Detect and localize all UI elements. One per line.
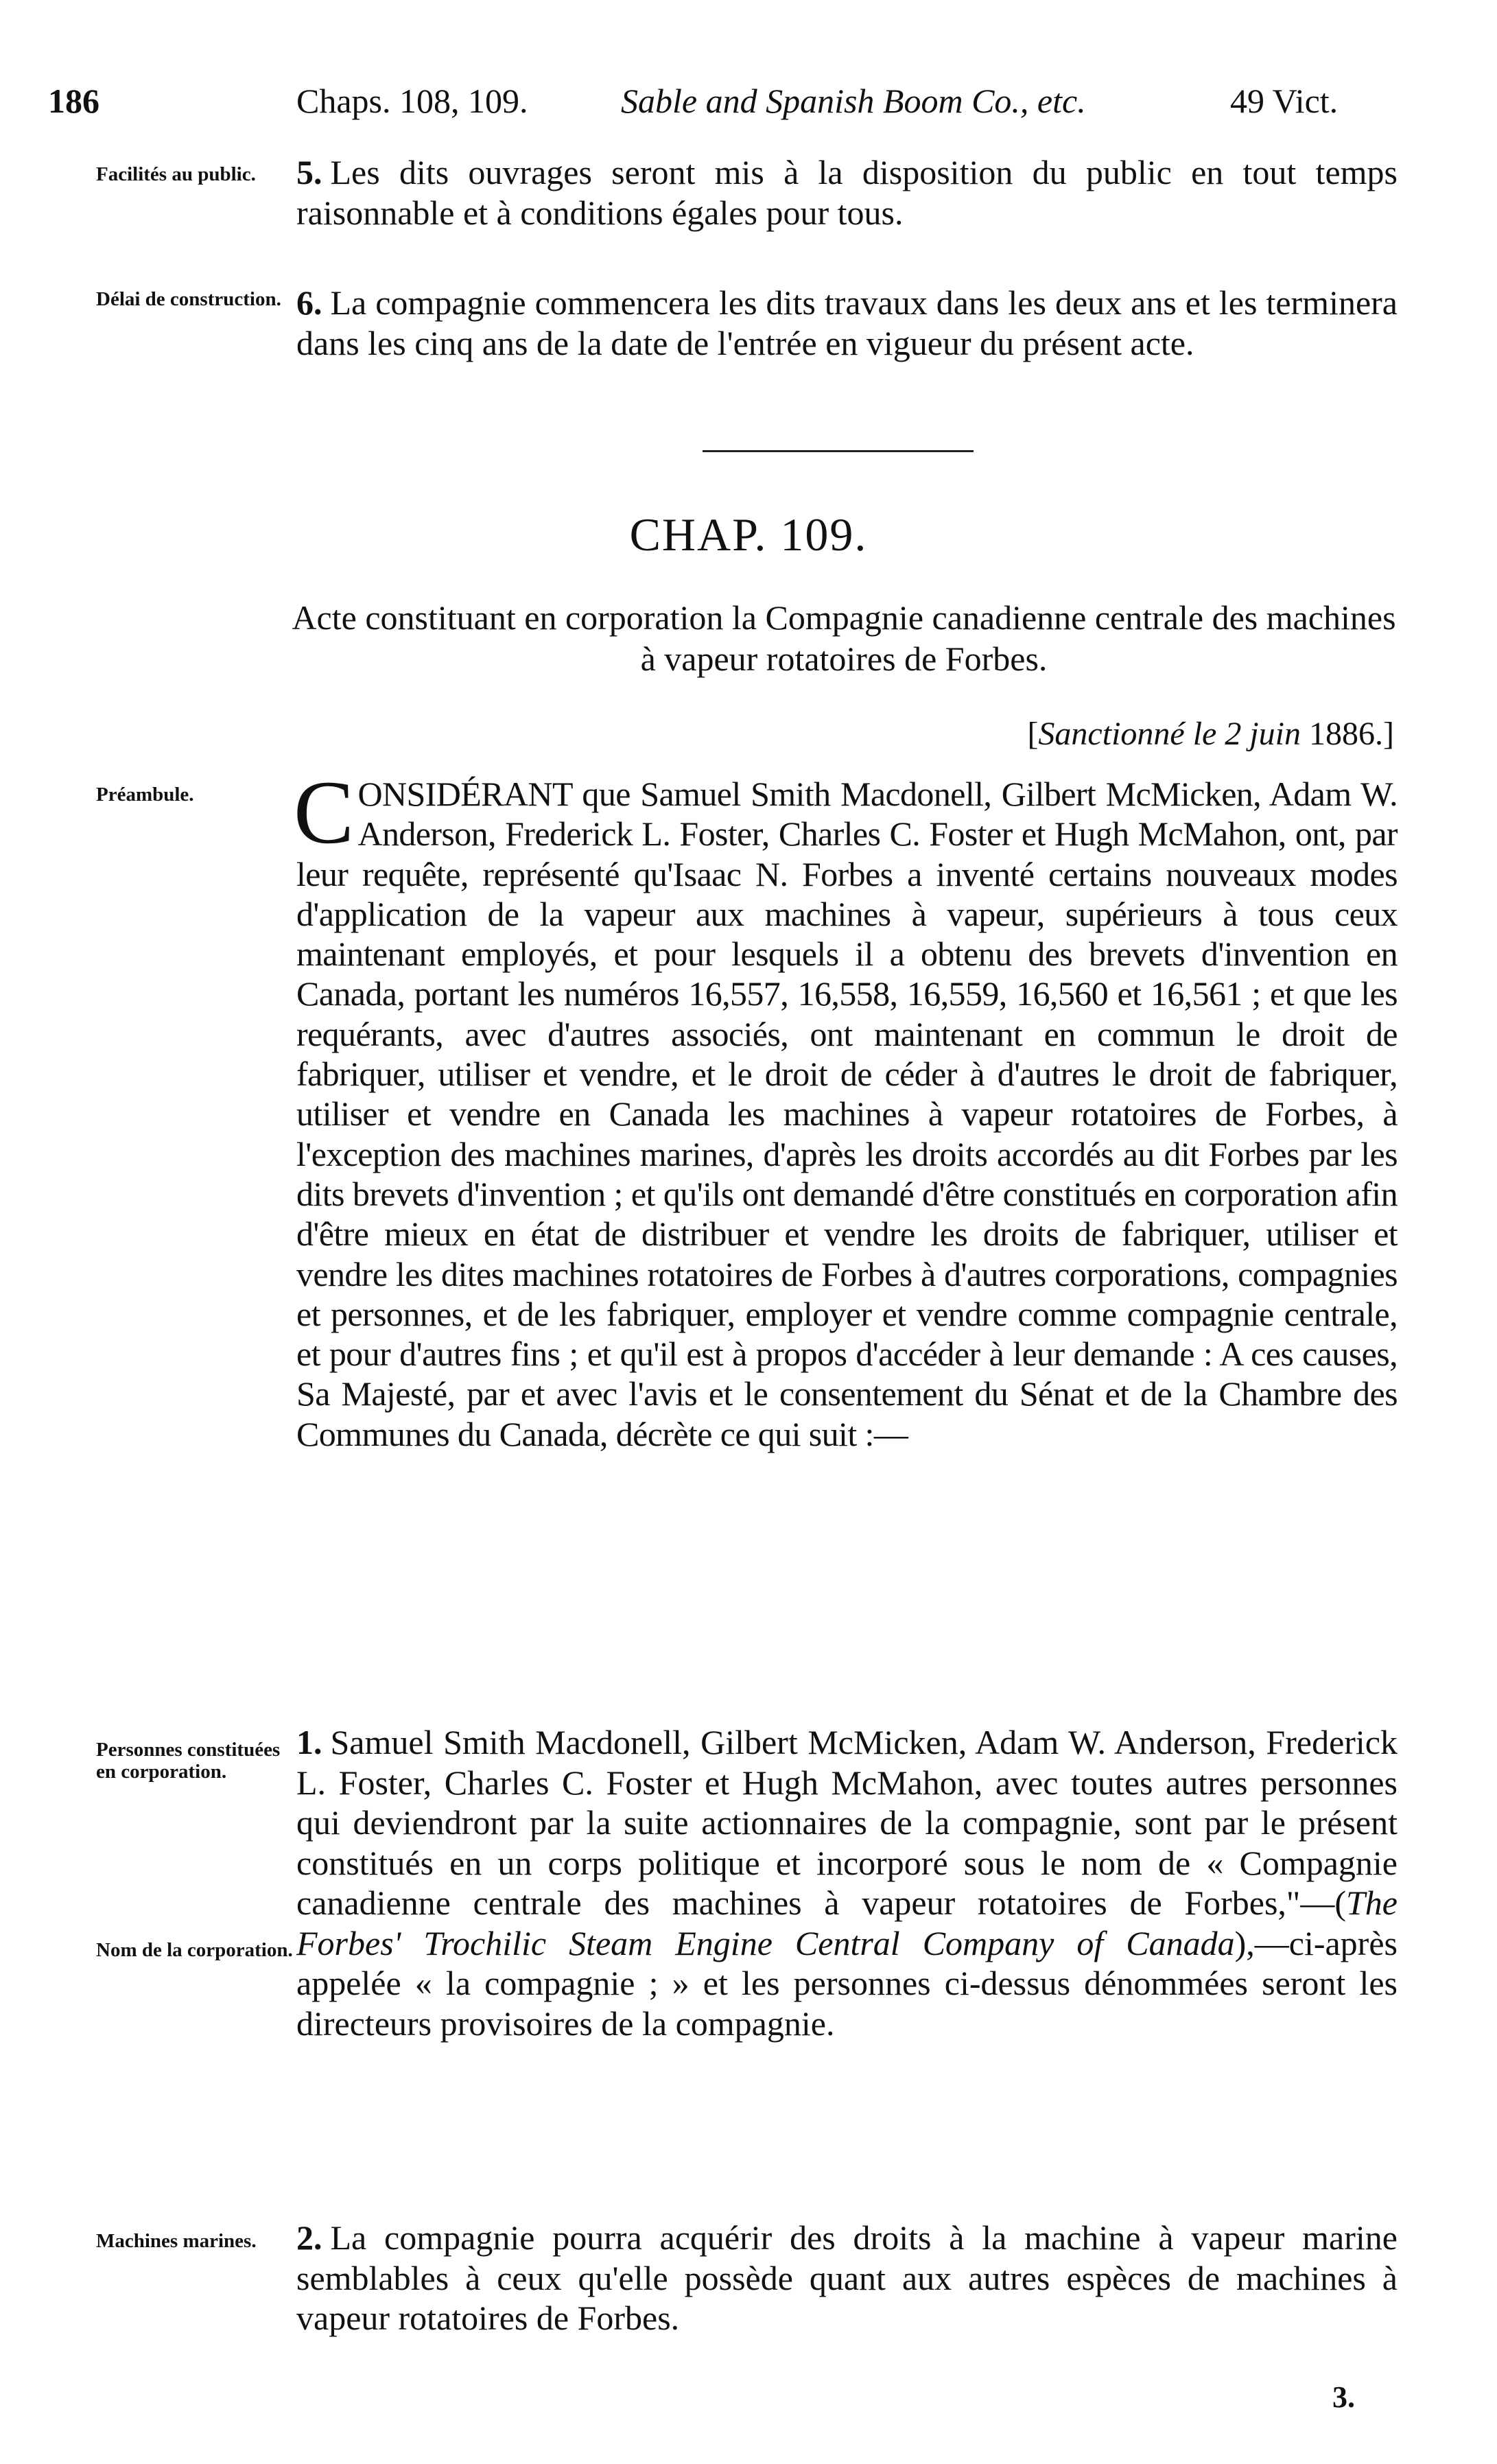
preamble [294,762,1398,1454]
chapter-title: CHAP. 109. [629,508,868,561]
regnal-year: 49 Vict. [1230,82,1339,120]
chapter-divider [703,450,974,452]
section-5-number: 5. [296,153,322,191]
section-1 [296,1722,1398,2043]
margin-note-preamble: Préambule. [96,784,194,806]
section-2 [296,2218,1398,2338]
section-1-number: 1. [296,1723,322,1761]
preamble-dropcap: C [294,762,354,863]
act-title: Acte constituant en corporation la Compagnie canadienne centrale des machines à vapeur rotatoires de Forbes. [292,598,1396,678]
margin-note-name: Nom de la corporation. [96,1939,293,1961]
page-number: 186 [48,82,99,120]
section-1-english-name: The Forbes' Trochilic Steam Engine Central Company of Canada [296,1884,1398,1962]
chapters-title: Sable and Spanish Boom Co., etc. [621,82,1086,120]
section-1-text-a: Samuel Smith Macdonell, Gilbert McMicken, Adam W. Anderson, Frederick L. Foster, Charles C. Foster et Hugh McMahon, avec toutes autres personnes qui deviendront par la suite actionnaires de la compagnie, sont par le présent constitués en un corps politique et incorporé sous le nom de « Compagnie canadienne centrale des machines à vapeur rotatoires de Forbes,"—( [296,1723,1398,1922]
section-6-text: La compagnie commencera les dits travaux dans les deux ans et les terminera dans les cinq ans de la date de l'entrée en vigueur du présent acte. [296,283,1398,362]
section-2-text: La compagnie pourra acquérir des droits à la machine à vapeur marine semblables à ceux qu'elle possède quant aux autres espèces de machines à vapeur rotatoires de Forbes. [296,2218,1398,2337]
section-1-text-b: ),—ci-après appelée « la compagnie ; » et les personnes ci-dessus dénommées seront les directeurs provisoires de la compagnie. [296,1923,1398,2043]
margin-note-public: Facilités au public. [96,163,256,185]
preamble-text: ONSIDÉRANT que Samuel Smith Macdonell, Gilbert McMicken, Adam W. Anderson, Frederick L. Foster, Charles C. Foster et Hugh McMahon, ont, par leur requête, représenté qu'Isaac N. Forbes a inventé certains nouveaux modes d'application de la vapeur aux machines à vapeur, supérieurs à tous ceux maintenant employés, et pour lesquels il a obtenu des brevets d'invention en Canada, portant les numéros 16,557, 16,558, 16,559, 16,560 et 16,561 ; et que les requérants, avec d'autres associés, ont maintenant en commun le droit de fabriquer, utiliser et vendre, et le droit de céder à d'autres le droit de fabriquer, utiliser et vendre en Canada les machines à vapeur rotatoires de Forbes, à l'exception des machines marines, d'après les droits accordés au dit Forbes par les dits brevets d'invention ; et qu'ils ont demandé d'être constitués en corporation afin d'être mieux en état de distribuer et vendre les droits de fabriquer, utiliser et vendre les dites machines rotatoires de Forbes à d'autres corporations, compagnies et personnes, et de les fabriquer, employer et vendre comme compagnie centrale, et pour d'autres fins ; et qu'il est à propos d'accéder à leur demande : A ces causes, Sa Majesté, par et avec l'avis et le consentement du Sénat et de la Chambre des Communes du Canada, décrète ce qui suit :— [296,775,1398,1453]
margin-note-marine: Machines marines. [96,2230,257,2252]
sanction-year: 1886. [1309,716,1384,752]
chapters-reference: Chaps. 108, 109. [296,82,528,120]
sanction-label: Sanctionné le 2 juin [1038,716,1301,752]
running-header [0,81,1497,129]
section-5-text: Les dits ouvrages seront mis à la disposition du public en tout temps raisonnable et à conditions égales pour tous. [296,153,1398,232]
section-6-number: 6. [296,283,322,322]
section-5 [296,152,1398,233]
sanction-date: [Sanctionné le 2 juin 1886.] [1027,716,1394,752]
margin-note-incorporated: Personnes constituées en corporation. [96,1739,281,1783]
next-section-catchword: 3. [1332,2380,1355,2414]
margin-note-construction: Délai de construction. [96,288,281,310]
section-6 [296,283,1398,363]
section-2-number: 2. [296,2218,322,2257]
